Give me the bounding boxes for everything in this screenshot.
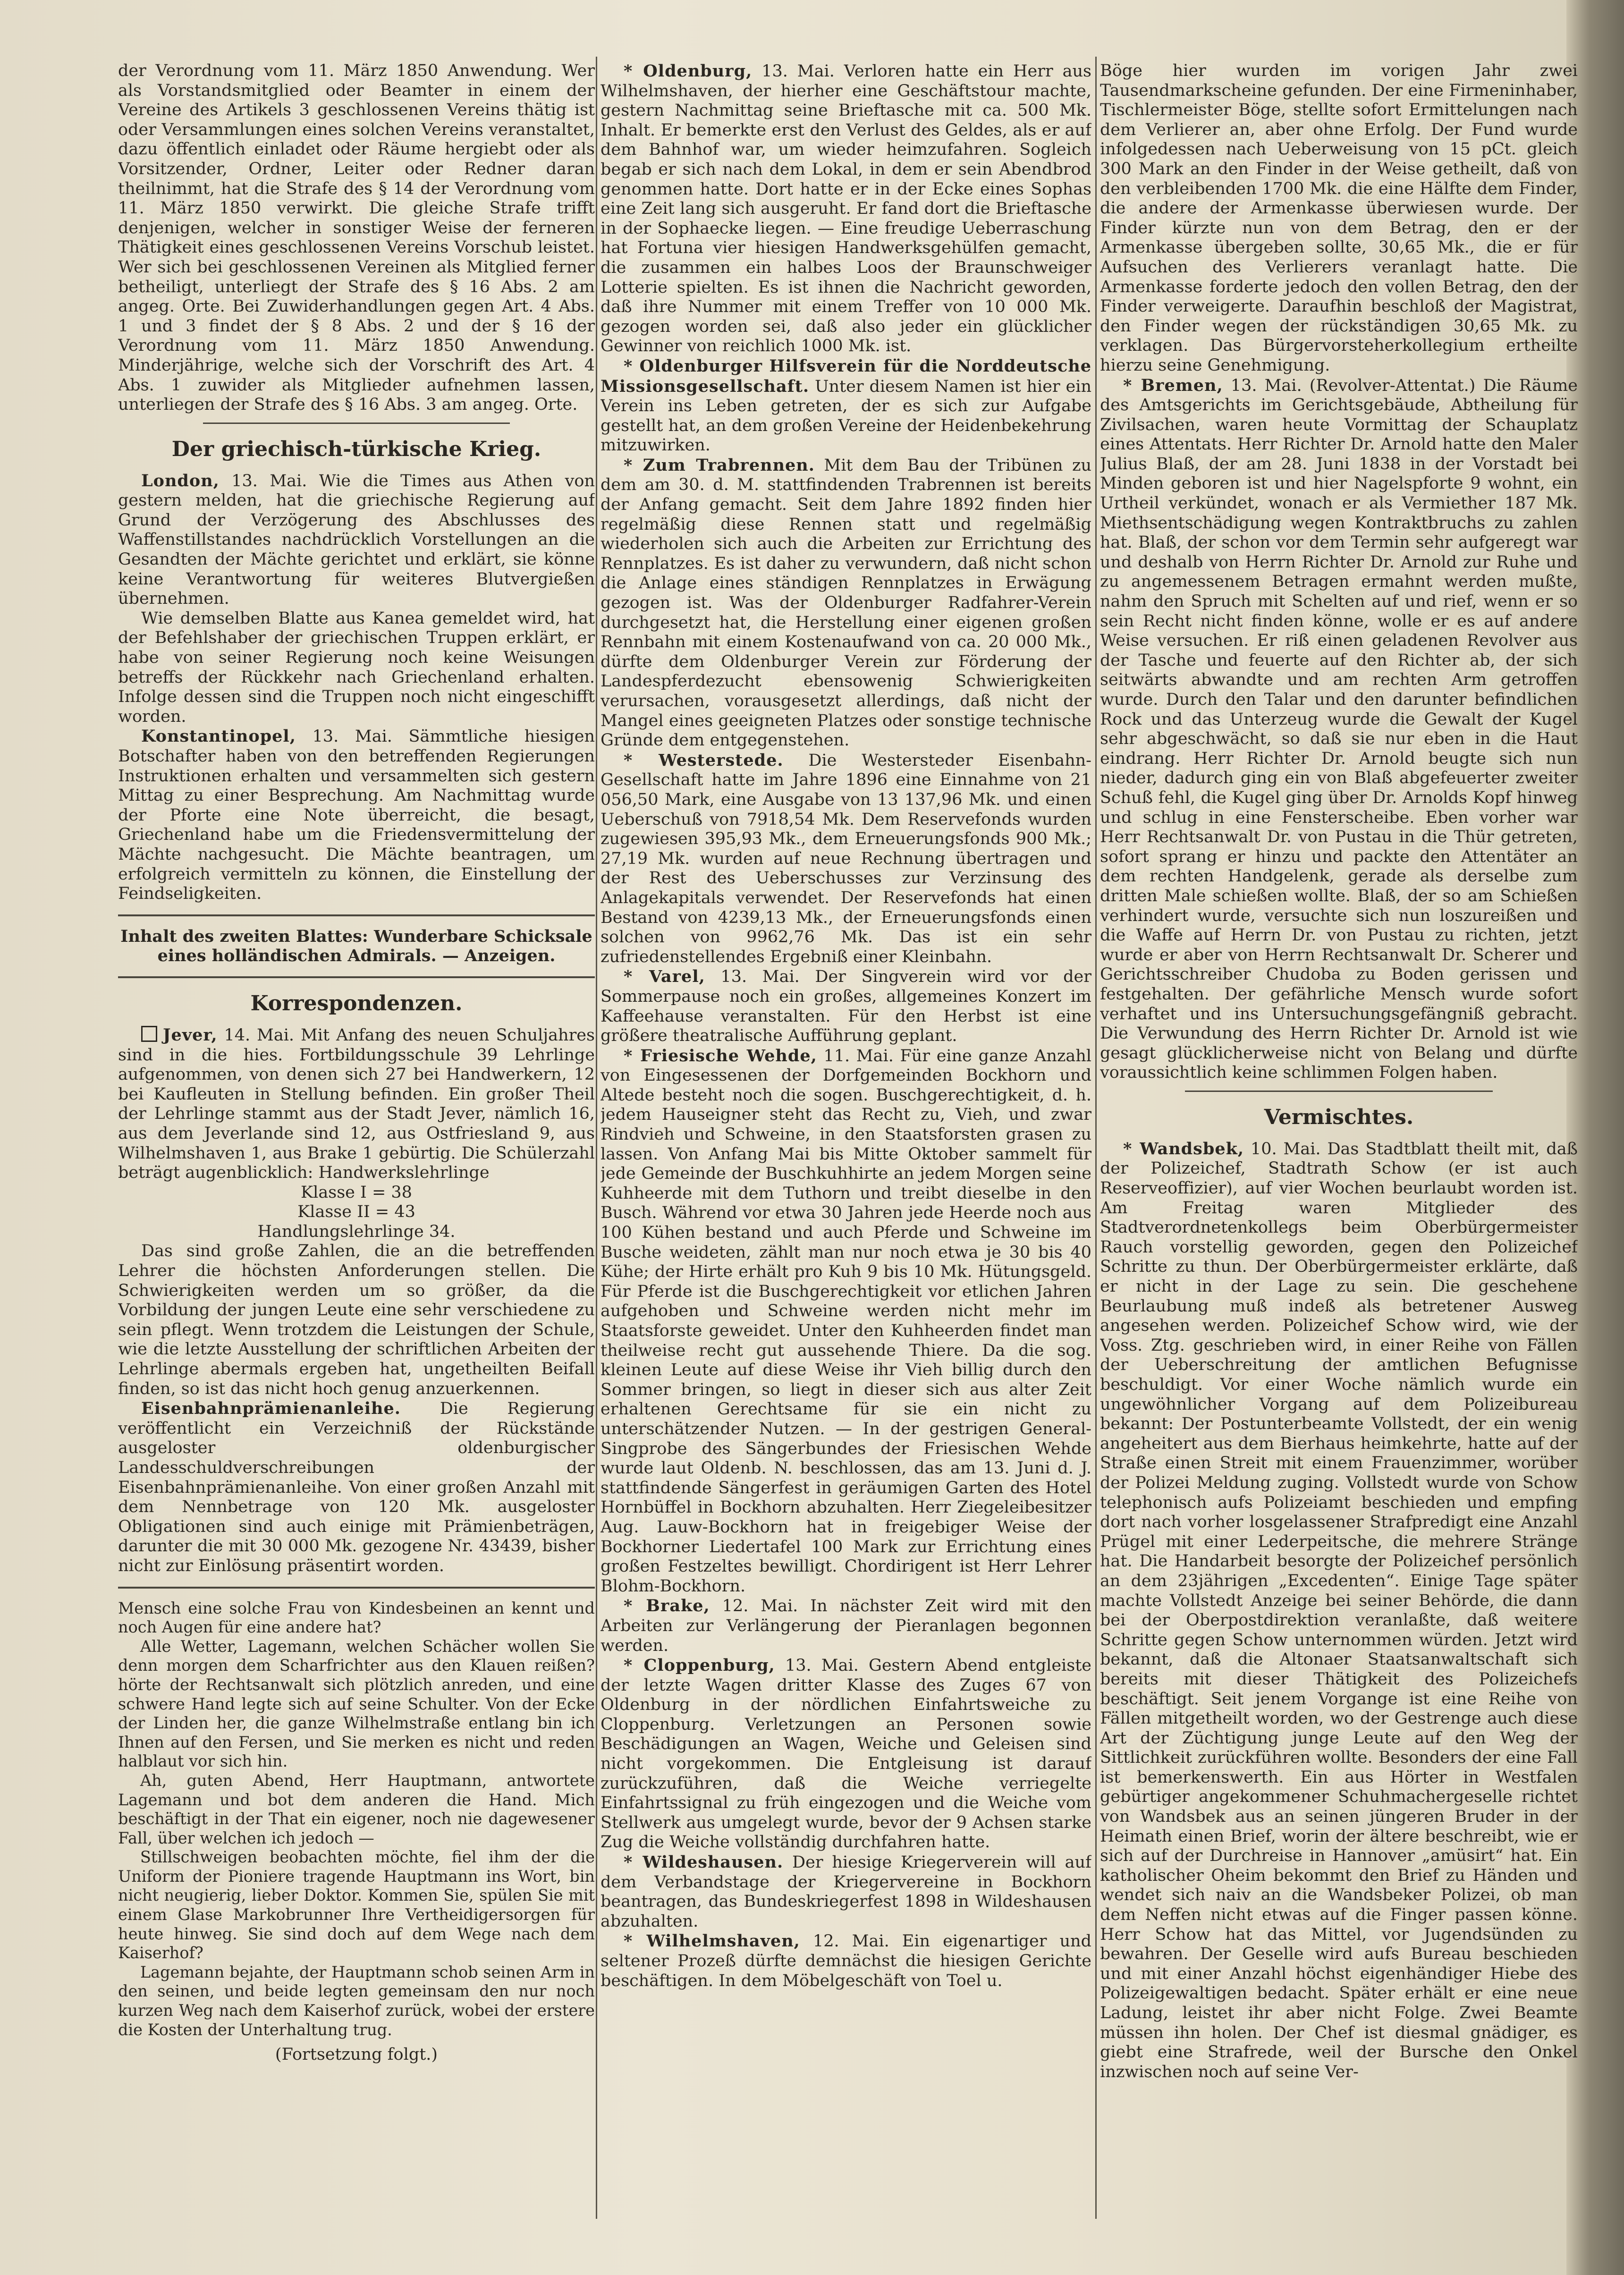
article-eisenbahn: Eisenbahnprämienanleihe. Die Regierung veröffentlicht ein Verzeichniß der Rückstände ausgeloster oldenburgischer Landesschuldverschreibungen der Eisenbahnprämienanleihe. Von einer großen Anzahl mit dem Nennbetrage von 120 Mk. ausgeloster Obligationen sind auch einige mit Prämienbeträgen, darunter die mit 30 000 Mk. gezogene Nr. 43439, bisher nicht zur Einlösung präsentirt worden. (118, 1399, 595, 1575)
dateline-wildeshausen: * Wildeshausen. (624, 1852, 784, 1872)
dateline-varel: * Varel, (624, 967, 705, 987)
feuilleton-novel (118, 1599, 595, 2064)
dateline-westerstede: * Westerstede. (624, 750, 784, 770)
article-friesische-wehde: * Friesische Wehde, 11. Mai. Für eine ganze Anzahl von Eingesessenen der Dorfgemeinden Bockhorn und Altede besteht noch die sogen. Buschgerechtigkeit, d. h. jedem Hauseigner steht das Recht zu, Vieh, und zwar Rindvieh und Schweine, in den Staatsforsten grasen zu lassen. Von Anfang Mai bis Mitte Oktober sammelt für jede Gemeinde der Buschkuhhirte an jedem Morgen seine Kuhheerde mit dem Tuthorn und treibt dieselbe in den Busch. Während vor etwa 30 Jahren jede Heerde noch aus 100 Kühen bestand und auch Pferde und Schweine im Busche weideten, zählt man nur noch etwa je 30 bis 40 Kühe; der Hirte erhält pro Kuh 9 bis 10 Mk. Hütungsgeld. Für Pferde ist die Buschgerechtigkeit vor etlichen Jahren aufgehoben und Schweine werden nicht mehr im Staatsforste geweidet. Unter den Kuhheerden findet man theilweise recht gut aussehende Thiere. Da die sog. kleinen Leute auf diese Weise ihr Vieh billig durch den Sommer bringen, so liegt in dieser sich aus alter Zeit erhaltenen Gerechtsame für sie ein nicht zu unterschätzender Nutzen. — In der gestrigen General-Singprobe des Sängerbundes der Friesischen Wehde wurde laut Oldenb. N. beschlossen, das am 13. Juni d. J. stattfindende Sängerfest in geräumigen Garten des Hotel Hornbüffel in Bockhorn abzuhalten. Herr Ziegeleibesitzer Aug. Lauw-Bockhorn hat in freigebiger Weise der Bockhorner Liedertafel 100 Mark zur Errichtung eines großen Festzeltes bewilligt. Chordirigent ist Herr Lehrer Blohm-Bockhorn. (601, 1046, 1091, 1596)
article-varel: * Varel, 13. Mai. Der Singverein wird vor der Sommerpause noch ein großes, allgemeines Konzert im Kaffeehause veranstalten. Für den Herbst ist eine größere theatralische Aufführung geplant. (601, 967, 1091, 1046)
novel-paragraph: Stillschweigen beobachten möchte, fiel ihm der die Uniform der Pioniere tragende Hauptmann ins Wort, bin nicht neugierig, lieber Doktor. Kommen Sie, spülen Sie mit einem Glase Markobrunner Ihre Vertheidigersorgen für heute hinweg. Sie sind doch auf dem Wege nach dem Kaiserhof? (118, 1848, 595, 1962)
divider (118, 1587, 595, 1589)
dateline-hilfsverein: * Oldenburger Hilfsverein für die Norddeutsche Missionsgesellschaft. (601, 356, 1091, 396)
article-jever-continued: Das sind große Zahlen, die an die betreffenden Lehrer die höchsten Anforderungen stellen. Die Schwierigkeiten werden um so größer, da die Vorbildung der jungen Leute eine sehr verschiedene zu sein pflegt. Wenn trotzdem die Leistungen der Schule, wie die letzte Ausstellung der schriftlichen Arbeiten der Lehrlinge abermals ergeben hat, ungetheilten Beifall finden, so ist das nicht hoch genug anzuerkennen. (118, 1242, 595, 1398)
column-3 (1100, 61, 1578, 2214)
dateline-konstantinopel: Konstantinopel, (141, 727, 296, 746)
article-westerstede: * Westerstede. Die Westersteder Eisenbahn-Gesellschaft hatte im Jahre 1896 eine Einnahme von 21 056,50 Mark, eine Ausgabe von 13 137,96 Mk. und einen Ueberschuß von 7918,54 Mk. Dem Reservefonds wurden zugewiesen 395,93 Mk., dem Erneuerungsfonds 900 Mk.; 27,19 Mk. wurden auf neue Rechnung übertragen und der Rest des Ueberschusses zur Verzinsung des Anlagekapitals verwendet. Der Reservefonds hat einen Bestand von 4239,13 Mk., der Erneuerungsfonds einen solchen von 9962,76 Mk. Das ist ein sehr zufriedenstellendes Ergebniß einer Kleinbahn. (601, 750, 1091, 966)
square-marker-icon (141, 1026, 157, 1042)
continuation-note: (Fortsetzung folgt.) (275, 2045, 438, 2064)
dateline-cloppenburg: * Cloppenburg, (624, 1656, 775, 1675)
dateline-jever: Jever, (163, 1025, 218, 1045)
article-wildeshausen: * Wildeshausen. Der hiesige Kriegerverein will auf dem Verbandstage der Kriegervereine in Bockhorn beantragen, das Bundeskriegerfest 1898 in Wildeshausen abzuhalten. (601, 1852, 1091, 1931)
klasse-line: Klasse I = 38 (301, 1183, 412, 1202)
article-trabrennen: * Zum Trabrennen. Mit dem Bau der Tribünen zu dem am 30. d. M. stattfindenden Trabrennen ist bereits der Anfang gemacht. Seit dem Jahre 1892 finden hier regelmäßig diese Rennen statt und regelmäßig wiederholen sich auch die Arbeiten zur Errichtung des Rennplatzes. Es ist daher zu verwundern, daß nicht schon die Anlage eines ständigen Rennplatzes in Erwägung gezogen ist. Was der Oldenburger Radfahrer-Verein durchgesetzt hat, die Herstellung einer eigenen großen Rennbahn mit einem Kostenaufwand von ca. 20 000 Mk., dürfte dem Oldenburger Verein zur Förderung der Landespferdezucht ebensowenig Schwierigkeiten verursachen, vorausgesetzt allerdings, daß nicht der Mangel eines geeigneten Platzes oder sonstige technische Gründe dem entgegenstehen. (601, 455, 1091, 750)
section-heading-korrespondenzen: Korrespondenzen. (250, 991, 463, 1015)
novel-paragraph: Ah, guten Abend, Herr Hauptmann, antwortete Lagemann und bot dem anderen die Hand. Mich beschäftigt in der That ein eigener, noch nie dagewesener Fall, über welchen ich jedoch — (118, 1771, 595, 1847)
column-rule-left (596, 57, 597, 2219)
article-wilhelmshaven: * Wilhelmshaven, 12. Mai. Ein eigenartiger und seltener Prozeß dürfte demnächst die hiesigen Gerichte beschäftigen. In dem Möbelgeschäft von Toel u. (601, 1931, 1091, 1990)
dateline-eisenbahn: Eisenbahnprämienanleihe. (141, 1399, 401, 1419)
dateline-bremen: * Bremen, (1123, 375, 1223, 395)
divider (118, 976, 595, 978)
section-heading-vermischtes: Vermischtes. (1264, 1105, 1414, 1129)
article-hilfsverein: * Oldenburger Hilfsverein für die Norddeutsche Missionsgesellschaft. Unter diesem Namen ist hier ein Verein ins Leben getreten, der es sich zur Aufgabe gestellt hat, an dem großen Vereine der Heidenbekehrung mitzuwirken. (601, 356, 1091, 455)
dateline-brake: * Brake, (624, 1596, 710, 1616)
column-2 (601, 61, 1091, 2214)
novel-paragraph: Lagemann bejahte, der Hauptmann schob seinen Arm in den seinen, und beide legten gemeinsam den nur noch kurzen Weg nach dem Kaiserhof zurück, wobei der erstere die Kosten der Unterhaltung trug. (118, 1962, 595, 2039)
article-kanea: Wie demselben Blatte aus Kanea gemeldet wird, hat der Befehlshaber der griechischen Truppen erklärt, er habe von seiner Regierung noch keine Weisungen betreffs der Rückkehr nach Griechenland erhalten. Infolge dessen sind die Truppen noch nicht eingeschifft worden. (118, 609, 595, 726)
column-rule-right (1095, 57, 1097, 2219)
divider (1185, 1091, 1493, 1092)
dateline-wandsbek: * Wandsbek, (1123, 1139, 1244, 1159)
dateline-friesische-wehde: * Friesische Wehde, (624, 1046, 817, 1066)
handlung-line: Handlungslehrlinge 34. (257, 1222, 456, 1241)
novel-paragraph: Alle Wetter, Lagemann, welchen Schächer wollen Sie denn morgen dem Scharfrichter aus den Klauen reißen? hörte der Rechtsanwalt sich plötzlich anreden, und eine schwere Hand legte sich auf seine Schulter. Von der Ecke der Linden her, die ganze Wilhelmstraße entlang bin ich Ihnen auf den Fersen, und Sie merken es nicht und reden halblaut vor sich hin. (118, 1637, 595, 1771)
column-1 (118, 61, 595, 2214)
klasse-line: Klasse II = 43 (297, 1202, 415, 1222)
dateline-london: London, (141, 471, 220, 491)
article-jever: Jever, 14. Mai. Mit Anfang des neuen Schuljahres sind in die hies. Fortbildungsschule 39 Lehrlinge aufgenommen, von denen sich 27 bei Handwerkern, 12 bei Kaufleuten in Stellung befinden. Ein großer Theil der Lehrlinge stammt aus der Stadt Jever, nämlich 16, aus dem Jeverlande sind 12, aus Ostfriesland 9, aus Wilhelmshaven 1, aus Brake 1 gebürtig. Die Schülerzahl beträgt augenblicklich: Handwerkslehrlinge (118, 1025, 595, 1183)
contents-notice: Inhalt des zweiten Blattes: Wunderbare Schicksale eines holländischen Admirals. — Anzeigen. (120, 926, 592, 966)
article-wilhelmshaven-continued: Böge hier wurden im vorigen Jahr zwei Tausendmarkscheine gefunden. Der eine Firmeninhaber, Tischlermeister Böge, stellte sofort Ermittelungen nach dem Verlierer an, aber ohne Erfolg. Der Fund wurde infolgedessen nach Ueberweisung von 15 pCt. gleich 300 Mark an den Finder in der Weise getheilt, daß von den verbleibenden 1700 Mk. die eine Hälfte dem Finder, die andere der Armenkasse überwiesen wurde. Der Finder kürzte nun von dem Betrag, den er der Armenkasse übergeben sollte, 30,65 Mk., die er für Aufsuchen des Verlierers veranlagt hatte. Die Armenkasse forderte jedoch den vollen Betrag, den der Finder verweigerte. Daraufhin beschloß der Magistrat, den Finder wegen der rückständigen 30,65 Mk. zu verklagen. Das Bürgervorsteherkollegium ertheilte hierzu seine Genehmigung. (1100, 61, 1578, 375)
section-heading-war: Der griechisch-türkische Krieg. (171, 437, 541, 461)
dateline-oldenburg: * Oldenburg, (624, 61, 753, 81)
article-wandsbek: * Wandsbek, 10. Mai. Das Stadtblatt theilt mit, daß der Polizeichef, Stadtrath Schow (er ist auch Reserveoffizier), auf vier Wochen beurlaubt worden ist. Am Freitag waren Mitglieder des Stadtverordnetenkollegs beim Oberbürgermeister Rauch vorstellig geworden, gegen den Polizeichef Schritte zu thun. Der Oberbürgermeister erklärte, daß er nicht in der Lage zu sein. Die geschehene Beurlaubung muß indeß als betretener Ausweg angesehen werden. Polizeichef Schow wird, wie der Voss. Ztg. geschrieben wird, in einer Reihe von Fällen der Ueberschreitung der amtlichen Befugnisse beschuldigt. Vor einer Woche nämlich wurde ein ungewöhnlicher Vorgang auf dem Polizeibureau bekannt: Der Postunterbeamte Vollstedt, der ein wenig angeheitert aus dem Bierhaus heimkehrte, hatte auf der Straße einen Streit mit einem Frauenzimmer, worüber der Polizei Meldung zuging. Vollstedt wurde von Schow telephonisch aufs Polizeiamt beschieden und empfing dort nach vorher losgelassener Strafpredigt eine Anzahl Prügel mit einer Lederpeitsche, die mehrere Stränge hat. Die Handarbeit besorgte der Polizeichef persönlich an dem 23jährigen „Excedenten“. Einige Tage später machte Vollstedt Anzeige bei seiner Behörde, die dann bei der Oberpostdirektion veranlaßte, daß weitere Schritte gegen Schow unternommen würden. Jetzt wird bekannt, daß die Altonaer Staatsanwaltschaft sich bereits mit dieser Thätigkeit des Polizeichefs beschäftigt. Seit jenem Vorgange ist eine Reihe von Fällen mitgetheilt worden, wo der Gestrenge auch diese Art der Züchtigung junge Leute auf den Weg der Sittlichkeit zurückführen wollte. Besonders der eine Fall ist bemerkenswerth. Ein aus Hörter in Westfalen gebürtiger angekommener Schuhmachergeselle richtet von Wandsbek aus an seinen jüngeren Bruder in der Heimath einen Brief, worin der ältere beschreibt, wie er sich auf der Durchreise in Hannover „amüsirt“ hat. Ein katholischer Oheim bekommt den Brief zu Händen und wendet sich naiv an die Wandsbeker Polizei, ob man dem Neffen nicht etwas auf die Finger passen könne. Herr Schow hat das Mittel, vor Jugendsünden zu bewahren. Der Geselle wird aufs Bureau beschieden und mit einer Anzahl höchst eigenhändiger Hiebe des Polizeigewaltigen bedacht. Später erhält er eine neue Ladung, leistet ihr aber nicht Folge. Zwei Beamte müssen ihn holen. Der Chef ist diesmal gnädiger, es giebt eine Strafrede, weil der Bursche den Onkel inzwischen noch auf seine Ver- (1100, 1139, 1578, 2081)
article-london: London, 13. Mai. Wie die Times aus Athen von gestern melden, hat die griechische Regierung auf Grund der Verzögerung des Abschlusses des Waffenstillstandes nachdrücklich Vorstellungen an die Gesandten der Mächte gerichtet und erklärt, sie könne keine Verantwortung für weiteres Blutvergießen übernehmen. (118, 471, 595, 609)
article-oldenburg: * Oldenburg, 13. Mai. Verloren hatte ein Herr aus Wilhelmshaven, der hierher eine Geschäftstour machte, gestern Nachmittag seine Brieftasche mit ca. 500 Mk. Inhalt. Er bemerkte erst den Verlust des Geldes, als er auf dem Bahnhof war, um wieder heimzufahren. Sogleich begab er sich nach dem Lokal, in dem er sein Abendbrod genommen hatte. Dort hatte er in der Ecke eines Sophas eine Zeit lang sich ausgeruht. Er fand dort die Brieftasche in der Sophaecke liegen. — Eine freudige Ueberraschung hat Fortuna vier hiesigen Handwerksgehülfen gemacht, die zusammen ein halbes Loos der Braunschweiger Lotterie spielten. Es ist ihnen die Nachricht geworden, daß ihre Nummer mit einem Treffer von 10 000 Mk. gezogen worden sei, daß also jeder ein glücklicher Gewinner von reichlich 1000 Mk. ist. (601, 61, 1091, 356)
article-verordnung-continued: der Verordnung vom 11. März 1850 Anwendung. Wer als Vorstandsmitglied oder Beamter in einem der Vereine des Artikels 3 geschlossenen Vereins thätig ist oder Versammlungen eines solchen Vereins veranstaltet, dazu öffentlich einladet oder Räume hergiebt oder als Vorsitzender, Ordner, Leiter oder Redner daran theilnimmt, hat die Strafe des § 14 der Verordnung vom 11. März 1850 verwirkt. Die gleiche Strafe trifft denjenigen, welcher in sonstiger Weise der ferneren Thätigkeit eines geschlossenen Vereins Vorschub leistet. Wer sich bei geschlossenen Vereinen als Mitglied ferner betheiligt, unterliegt der Strafe des § 16 Abs. 2 am angeg. Orte. Bei Zuwiderhandlungen gegen Art. 4 Abs. 1 und 3 findet der § 8 Abs. 2 und der § 16 der Verordnung vom 11. März 1850 Anwendung. Minderjährige, welche sich der Vorschrift des Art. 4 Abs. 1 zuwider als Mitglieder aufnehmen lassen, unterliegen der Strafe des § 16 Abs. 3 am angeg. Orte. (118, 61, 595, 414)
article-bremen: * Bremen, 13. Mai. (Revolver-Attentat.) Die Räume des Amtsgerichts im Gerichtsgebäude, Abtheilung für Zivilsachen, waren heute Vormittag der Schauplatz eines Attentats. Herr Richter Dr. Arnold hatte den Maler Julius Blaß, der am 28. Juni 1838 in der Vorstadt bei Minden geboren ist und hier Nagelspforte 9 wohnt, ein Urtheil verkündet, wonach er als Vermiether 187 Mk. Miethsentschädigung wegen Kontraktbruchs zu zahlen hat. Blaß, der schon vor dem Termin sehr aufgeregt war und deshalb von Herrn Richter Dr. Arnold zur Ruhe und zu angemessenem Betragen ermahnt werden mußte, nahm den Spruch mit Schelten auf und rief, wenn er so sein Recht nicht finden könne, wolle er es auf andere Weise versuchen. Er riß einen geladenen Revolver aus der Tasche und feuerte auf den Richter ab, der sich seitwärts abwandte und am rechten Arm getroffen wurde. Durch den Talar und den darunter befindlichen Rock und das Unterzeug wurde die Gewalt der Kugel sehr abgeschwächt, so daß sie nur eben in die Haut eindrang. Herr Richter Dr. Arnold beugte sich nun nieder, dadurch ging ein von Blaß abgefeuerter zweiter Schuß fehl, die Kugel ging über Dr. Arnolds Kopf hinweg und schlug in eine Fensterscheibe. Eben vorher war Herr Rechtsanwalt Dr. von Pustau in die Thür getreten, sofort sprang er hinzu und packte den Attentäter an dem rechten Handgelenk, gerade als derselbe zum dritten Male schießen wollte. Blaß, der so am Schießen verhindert wurde, versuchte sich nun loszureißen und die Waffe auf Herrn Dr. von Pustau zu richten, jetzt wurde er aber von Herrn Rechtsanwalt Dr. Scherer und Gerichtsschreiber Chudoba zu Boden gerissen und festgehalten. Der gefährliche Mensch wurde sofort verhaftet und ins Untersuchungsgefängniß gebracht. Die Verwundung des Herrn Richter Dr. Arnold ist wie gesagt glücklicherweise nicht von Belang und dürfte voraussichtlich keine schlimmen Folgen haben. (1100, 375, 1578, 1083)
article-cloppenburg: * Cloppenburg, 13. Mai. Gestern Abend entgleiste der letzte Wagen dritter Klasse des Zuges 67 von Oldenburg in der nördlichen Einfahrtsweiche zu Cloppenburg. Verletzungen an Personen sowie Beschädigungen an Wagen, Weiche und Geleisen sind nicht vorgekommen. Die Entgleisung ist darauf zurückzuführen, daß die Weiche verriegelte Einfahrtssignal zu früh eingezogen und die Weiche vom Stellwerk aus umgelegt wurde, bevor der 9 Achsen starke Zug die Weiche vollständig durchfahren hatte. (601, 1656, 1091, 1852)
article-konstantinopel: Konstantinopel, 13. Mai. Sämmtliche hiesigen Botschafter haben von den betreffenden Regierungen Instruktionen erhalten und versammelten sich gestern Mittag zu einer Besprechung. Am Nachmittag wurde der Pforte eine Note überreicht, die besagt, Griechenland habe um die Friedensvermittelung der Mächte nachgesucht. Die Mächte beantragen, um erfolgreich vermitteln zu können, die Einstellung der Feindseligkeiten. (118, 727, 595, 904)
dateline-trabrennen: * Zum Trabrennen. (624, 455, 815, 475)
novel-paragraph: Mensch eine solche Frau von Kindesbeinen an kennt und noch Augen für eine andere hat? (118, 1598, 595, 1637)
divider (203, 423, 510, 424)
article-brake: * Brake, 12. Mai. In nächster Zeit wird mit den Arbeiten zur Verlängerung der Pieranlagen begonnen werden. (601, 1596, 1091, 1655)
divider (118, 914, 595, 916)
dateline-wilhelmshaven: * Wilhelmshaven, (624, 1931, 800, 1951)
